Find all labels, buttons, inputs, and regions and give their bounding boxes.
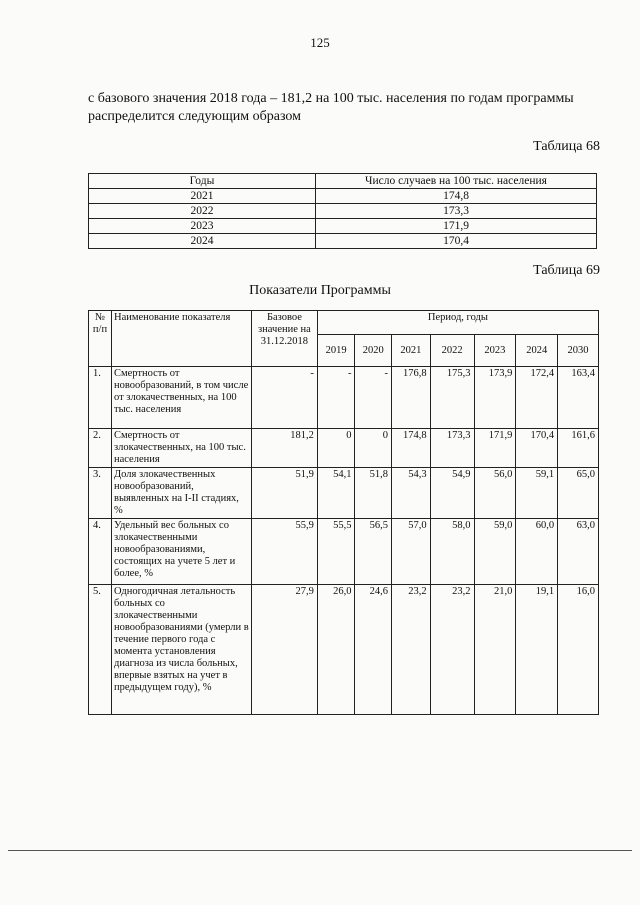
table68-header-cases: Число случаев на 100 тыс. населения [316,174,597,189]
table69-header-name: Наименование показателя [111,311,251,367]
table68-caption: Таблица 68 [533,139,600,154]
table69-cell-value: 173,9 [474,367,516,429]
table69-cell-value: 174,8 [392,429,431,468]
table69-header-year: 2023 [474,335,516,367]
table69-cell-base: 55,9 [252,519,318,585]
table69-cell-num: 4. [89,519,112,585]
table-row [89,219,597,234]
table69-cell-value: 55,5 [317,519,355,585]
table69-header-period: Период, годы [317,311,598,335]
table69-cell-num: 2. [89,429,112,468]
table69-cell-base: - [252,367,318,429]
table69-cell-value: 170,4 [516,429,558,468]
table69-cell-value: 21,0 [474,585,516,715]
table69-cell-value: 171,9 [474,429,516,468]
table-row [89,585,599,715]
table68-cell-year: 2023 [89,219,316,234]
table69 [88,310,599,715]
table68-cell-value: 171,9 [316,219,597,234]
table69-cell-name: Удельный вес больных со злокачественными новообразованиями, состоящих на учете 5 лет и более, % [111,519,251,585]
table-row [89,189,597,204]
table68-cell-value: 174,8 [316,189,597,204]
table69-cell-value: 51,8 [355,468,392,519]
table69-cell-value: 172,4 [516,367,558,429]
table69-cell-value: 0 [355,429,392,468]
table69-header-num: № п/п [89,311,112,367]
table69-cell-name: Одногодичная летальность больных со злокачественными новообразованиями (умерли в течение первого года с момента установления диагноза из числа больных, впервые взятых на учет в предыдущем году), % [111,585,251,715]
table69-header-year: 2022 [430,335,474,367]
table69-cell-name: Смертность от злокачественных, на 100 тыс. населения [111,429,251,468]
table69-cell-value: 23,2 [392,585,431,715]
table-row [89,429,599,468]
table69-cell-value: 16,0 [558,585,599,715]
table69-cell-value: 57,0 [392,519,431,585]
table69-cell-num: 5. [89,585,112,715]
page-bottom-divider [8,850,632,851]
page-number: 125 [310,35,330,50]
table68-header-row [89,174,597,189]
table69-cell-value: 161,6 [558,429,599,468]
table69-cell-value: 54,3 [392,468,431,519]
table68-cell-value: 170,4 [316,234,597,249]
table69-header-year: 2030 [558,335,599,367]
table69-cell-name: Доля злокачественных новообразований, выявленных на I-II стадиях, % [111,468,251,519]
table68-cell-year: 2024 [89,234,316,249]
table-row [89,367,599,429]
table69-cell-value: 60,0 [516,519,558,585]
table69-cell-num: 1. [89,367,112,429]
table69-cell-value: 23,2 [430,585,474,715]
table69-header-year: 2024 [516,335,558,367]
table69-header-year: 2019 [317,335,355,367]
table69-cell-value: 176,8 [392,367,431,429]
table68-cell-value: 173,3 [316,204,597,219]
table69-header-base: Базовое значение на 31.12.2018 [252,311,318,367]
table68 [88,173,597,249]
table69-cell-value: 56,5 [355,519,392,585]
table-row [89,234,597,249]
table68-header-years: Годы [89,174,316,189]
table69-cell-num: 3. [89,468,112,519]
table69-caption: Таблица 69 [533,263,600,278]
table69-cell-value: 65,0 [558,468,599,519]
table-row [89,519,599,585]
table69-cell-value: 54,9 [430,468,474,519]
table69-cell-base: 181,2 [252,429,318,468]
table68-cell-year: 2022 [89,204,316,219]
table69-cell-value: 56,0 [474,468,516,519]
table69-header-year: 2021 [392,335,431,367]
table69-cell-value: 19,1 [516,585,558,715]
table69-cell-base: 27,9 [252,585,318,715]
table69-cell-value: 59,1 [516,468,558,519]
table69-cell-value: 63,0 [558,519,599,585]
table69-cell-value: 24,6 [355,585,392,715]
table-row [89,468,599,519]
table69-cell-value: 26,0 [317,585,355,715]
table69-cell-value: 59,0 [474,519,516,585]
table69-cell-value: 54,1 [317,468,355,519]
table69-cell-name: Смертность от новообразований, в том числе от злокачественных, на 100 тыс. населения [111,367,251,429]
table69-cell-value: 0 [317,429,355,468]
table69-cell-value: - [317,367,355,429]
table69-cell-value: 173,3 [430,429,474,468]
table69-header-year: 2020 [355,335,392,367]
table68-cell-year: 2021 [89,189,316,204]
table69-cell-value: 163,4 [558,367,599,429]
table69-cell-value: 175,3 [430,367,474,429]
table-row [89,204,597,219]
table69-cell-value: 58,0 [430,519,474,585]
table69-title: Показатели Программы [249,283,391,298]
intro-paragraph: с базового значения 2018 года – 181,2 на 100 тыс. населения по годам программы распределится следующим образом [88,91,574,124]
table69-header-row-1 [89,311,599,335]
table69-cell-value: - [355,367,392,429]
table69-cell-base: 51,9 [252,468,318,519]
